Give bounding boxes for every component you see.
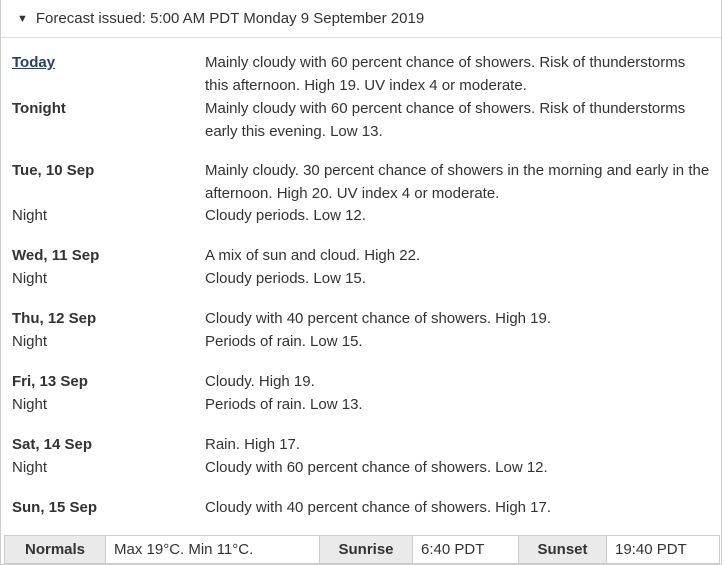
period-fri-night: Night — [12, 396, 48, 413]
period-sat: Sat, 14 Sep — [12, 436, 93, 453]
normals-label: Normals — [5, 536, 106, 564]
forecast-text-thu: Cloudy with 40 percent chance of showers. High 19. — [205, 310, 552, 327]
period-tue-night: Night — [12, 207, 48, 224]
forecast-text-tonight: Mainly cloudy with 60 percent chance of showers. Risk of thunderstorms early this evening. Low 13. — [205, 100, 686, 140]
forecast-text-tue: Mainly cloudy. 30 percent chance of showers in the morning and early in the afternoon. High 20. UV index 4 or moderate. — [205, 162, 710, 202]
forecast-text-thu-night: Periods of rain. Low 15. — [205, 333, 363, 350]
triangle-down-icon: ▼ — [17, 12, 28, 25]
period-today-link[interactable]: Today — [12, 54, 56, 71]
forecast-text-wed-night: Cloudy periods. Low 15. — [205, 270, 366, 287]
forecast-text-fri: Cloudy. High 19. — [205, 373, 315, 390]
sunset-value: 19:40 PDT — [607, 536, 720, 564]
period-fri: Fri, 13 Sep — [12, 373, 88, 390]
period-wed: Wed, 11 Sep — [12, 247, 100, 264]
sunset-label: Sunset — [519, 536, 607, 564]
forecast-text-tue-night: Cloudy periods. Low 12. — [205, 207, 366, 224]
normals-row — [5, 536, 720, 564]
period-tue: Tue, 10 Sep — [12, 162, 95, 179]
sunrise-value: 6:40 PDT — [413, 536, 519, 564]
sunrise-label: Sunrise — [320, 536, 413, 564]
normals-value: Max 19°C. Min 11°C. — [106, 536, 320, 564]
period-sun: Sun, 15 Sep — [12, 499, 98, 516]
forecast-text-today: Mainly cloudy with 60 percent chance of showers. Risk of thunderstorms this afternoon. High 19. UV index 4 or moderate. — [205, 54, 686, 94]
period-tonight: Tonight — [12, 100, 66, 117]
forecast-text-sat-night: Cloudy with 60 percent chance of showers. Low 12. — [205, 459, 548, 476]
forecast-issued-label: Forecast issued: 5:00 AM PDT Monday 9 September 2019 — [35, 10, 425, 27]
period-sat-night: Night — [12, 459, 48, 476]
normals-table — [4, 535, 720, 564]
forecast-text-fri-night: Periods of rain. Low 13. — [205, 396, 363, 413]
forecast-text-wed: A mix of sun and cloud. High 22. — [205, 247, 421, 264]
forecast-text-sun: Cloudy with 40 percent chance of showers. High 17. — [205, 499, 552, 516]
period-thu-night: Night — [12, 333, 48, 350]
period-thu: Thu, 12 Sep — [12, 310, 97, 327]
period-wed-night: Night — [12, 270, 48, 287]
forecast-text-sat: Rain. High 17. — [205, 436, 301, 453]
forecast-details-toggle[interactable] — [1, 0, 721, 38]
